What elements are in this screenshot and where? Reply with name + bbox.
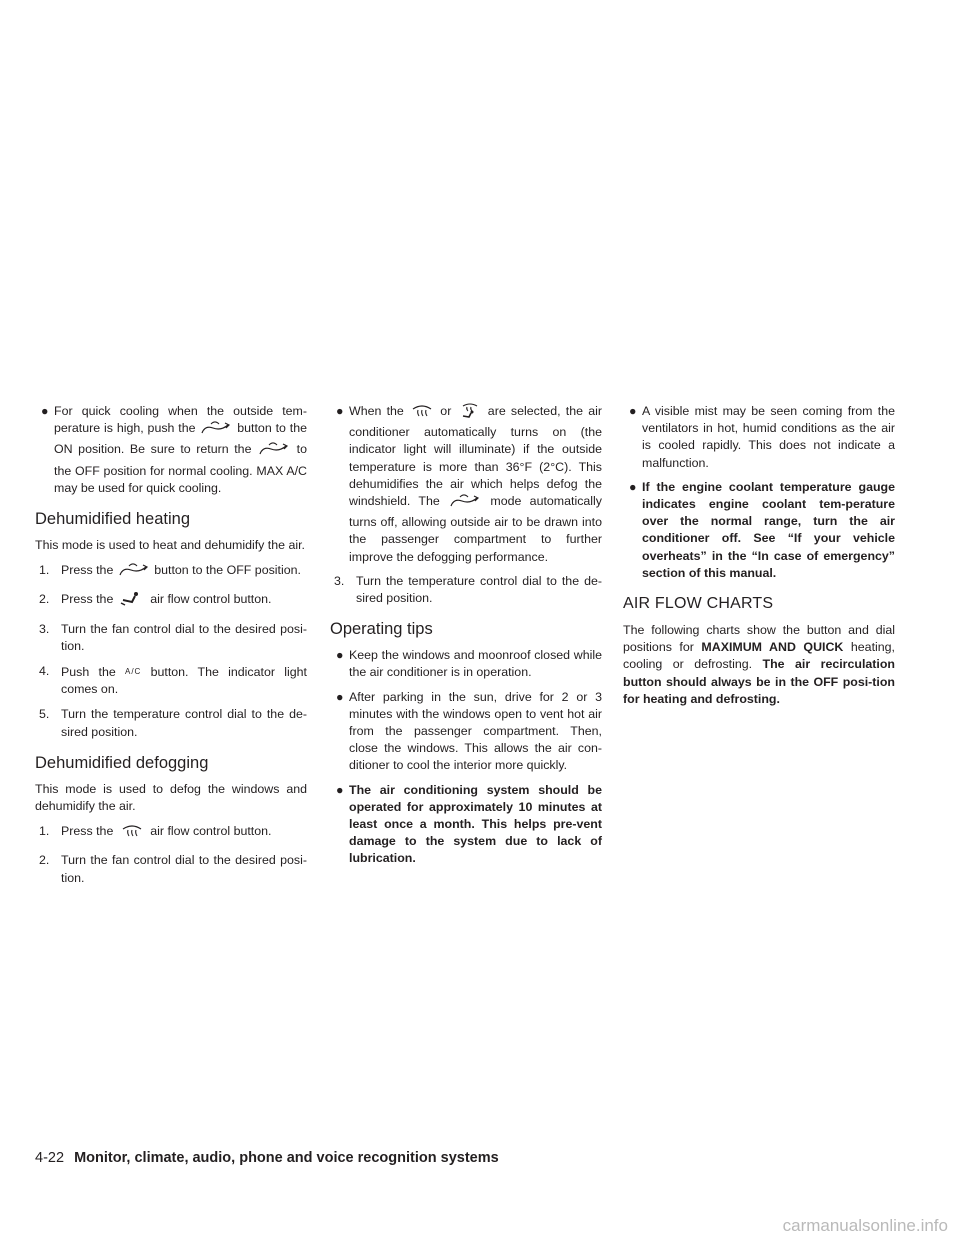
bullet-dot: ● xyxy=(336,689,344,704)
ac-button-icon: A/C xyxy=(125,667,142,677)
text: Turn the temperature control dial to the de-sired position. xyxy=(61,707,307,739)
step-number: 3. xyxy=(334,573,345,588)
list-item xyxy=(330,782,602,868)
column-1 xyxy=(35,403,307,895)
text: MAXIMUM AND QUICK xyxy=(701,640,844,655)
bullet-dot: ● xyxy=(336,404,344,418)
step-number: 3. xyxy=(39,621,50,636)
section-heading: Operating tips xyxy=(330,620,433,639)
section-heading: Dehumidified defogging xyxy=(35,753,209,772)
bullet-dot: ● xyxy=(629,404,637,418)
step-number: 4. xyxy=(39,664,50,679)
text: Turn the temperature control dial to the de-sired position. xyxy=(356,573,602,606)
section-intro: This mode is used to heat and dehumidify the air. xyxy=(35,538,305,553)
bullet-dot: ● xyxy=(336,648,344,663)
step-number: 1. xyxy=(39,824,50,839)
air-recirculation-icon xyxy=(257,441,291,462)
text: The air recirculation button should always be in the OFF posi-tion for heating and defrosting. xyxy=(623,657,895,706)
text: or xyxy=(440,404,452,418)
page-number: 4-22 xyxy=(35,1150,65,1166)
step-number: 2. xyxy=(39,853,50,868)
air-recirculation-icon xyxy=(448,493,482,514)
watermark: carmanualsonline.info xyxy=(782,1216,948,1235)
text: After parking in the sun, drive for 2 or 3 minutes with the windows open to vent hot air from the passenger compartment. Then, close the windows. This allows the air con-ditioner to cool the interior more quickly. xyxy=(349,689,602,773)
bullet-dot: ● xyxy=(336,782,344,797)
column-3 xyxy=(623,403,895,708)
list-item xyxy=(35,621,307,655)
section-intro: This mode is used to defog the windows and dehumidify the air. xyxy=(35,781,307,814)
list-item xyxy=(35,852,307,886)
column-2 xyxy=(330,403,602,875)
text: The following charts show the button and dial positions for xyxy=(623,623,895,655)
text: Turn the fan control dial to the desired posi-tion. xyxy=(61,853,307,885)
text: Press the xyxy=(61,563,114,578)
text: The air conditioning system should be operated for approximately 10 minutes at least once a month. This helps pre-vent damage to the system due to lack of lubrication. xyxy=(349,782,602,866)
text: button. The indicator light comes on. xyxy=(61,665,307,697)
list-item xyxy=(35,663,307,698)
step-number: 5. xyxy=(39,707,50,722)
text: Keep the windows and moonroof closed while the air conditioner is in operation. xyxy=(349,648,602,680)
list-item xyxy=(330,403,602,566)
list-item xyxy=(623,403,895,472)
text: mode automatically turns off, allowing outside air to be drawn into the passenger compartment to further improve the defogging performance. xyxy=(349,494,602,564)
text: heating, cooling or defrosting. xyxy=(623,640,895,672)
text: to the OFF position for normal cooling. MAX A/C may be used for quick cooling. xyxy=(54,442,307,495)
list-item xyxy=(35,591,307,612)
section-heading: Dehumidified heating xyxy=(35,510,191,529)
text: air flow control button. xyxy=(150,592,272,607)
list-item xyxy=(330,689,602,775)
list-item xyxy=(330,573,602,607)
section-heading: AIR FLOW CHARTS xyxy=(623,595,774,613)
text: If the engine coolant temperature gauge indicates engine coolant tem-perature over the normal range, turn the air conditioner off. See “If your vehicle overheats” in the “In case of emergency” section of this manual. xyxy=(642,479,895,580)
list-item xyxy=(330,647,602,681)
list-item xyxy=(623,479,895,582)
step-number: 1. xyxy=(39,563,50,578)
front-defroster-icon xyxy=(409,403,435,424)
text: When the xyxy=(349,404,404,418)
list-item xyxy=(35,403,307,497)
floor-defroster-icon xyxy=(457,403,483,424)
list-item xyxy=(35,562,307,583)
text: Push the xyxy=(61,665,116,680)
air-recirculation-icon xyxy=(117,562,151,583)
list-item xyxy=(35,706,307,740)
bullet-dot: ● xyxy=(629,479,637,494)
text: are selected, the air conditioner automatically turns on (the indicator light will illuminate) if the outside temperature is more than 36°F (2°C). This dehumidifies the air which helps defog the windshield. The xyxy=(349,404,602,509)
list-item xyxy=(35,823,307,844)
text: air flow control button. xyxy=(150,824,272,839)
page-footer xyxy=(35,1150,499,1166)
text: button to the OFF position. xyxy=(154,563,301,578)
text: Turn the fan control dial to the desired posi-tion. xyxy=(61,621,307,653)
step-number: 2. xyxy=(39,592,50,607)
bullet-dot: ● xyxy=(41,404,49,418)
text: For quick cooling when the outside tem-perature is high, push the xyxy=(54,404,307,436)
front-defroster-icon xyxy=(117,823,147,844)
air-recirculation-icon xyxy=(199,420,233,441)
foot-air-flow-icon xyxy=(117,591,147,612)
text: Press the xyxy=(61,592,114,607)
paragraph xyxy=(623,622,895,708)
text: A visible mist may be seen coming from the ventilators in hot, humid conditions as the air is cooled rapidly. This does not indicate a malfunction. xyxy=(642,404,895,470)
text: Press the xyxy=(61,824,114,839)
text: button to the ON position. Be sure to return the xyxy=(54,421,307,457)
footer-title: Monitor, climate, audio, phone and voice recognition systems xyxy=(74,1150,499,1166)
